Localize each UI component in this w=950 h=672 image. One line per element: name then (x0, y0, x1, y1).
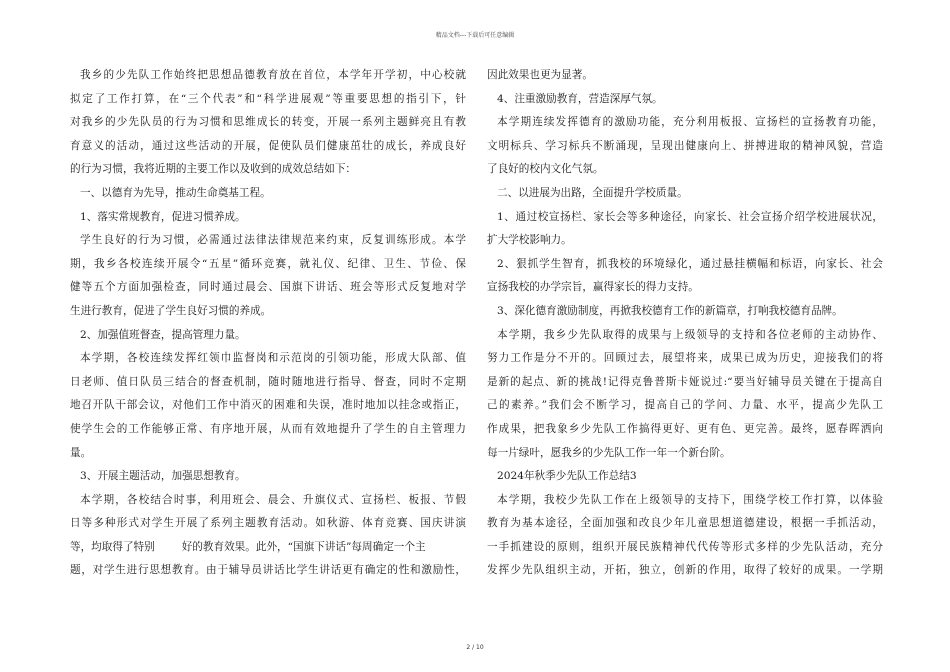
paragraph-line: 发挥少先队组织主动，开拓，独立，创新的作用，取得了较好的成果。一学期 (487, 564, 883, 577)
section-title: 2024年秋季少先队工作总结3 (497, 470, 637, 483)
paragraph-line: 的行为习惯，我将近期的主要工作以及收到的成效总结如下： (70, 163, 357, 176)
paragraph-line: 题，对学生进行思想教育。由于辅导员讲话比学生讲话更有确定的性和激励性， (70, 564, 466, 577)
paragraph-line: 努力工作是分不开的。回顾过去，展望将来，成果已成为历史，迎接我们的将 (487, 352, 883, 365)
paragraph-line: 生进行教育，促进了学生良好习惯的养成。 (70, 304, 272, 317)
paragraph-line: 文明标兵、学习标兵不断涌现，呈现出健康向上、拼搏进取的精神风貌，营造 (487, 139, 883, 152)
paragraph-line: 扩大学校影响力。 (487, 234, 572, 247)
paragraph-line: 是新的起点、新的挑战!记得克鲁普斯卡娅说过:“要当好辅导员关键在于提高自 (487, 375, 883, 388)
paragraph-line: 每一片绿叶，愿我乡的少先队工作一年一个新台阶。 (487, 446, 731, 459)
paragraph-line: 一手抓建设的原则，组织开展民族精神代代传等形式多样的少先队活动，充分 (487, 540, 883, 553)
paragraph-line: 对我乡的少先队员的行为习惯和思维成长的转变，开展一系列主题鲜亮且有教 (70, 116, 466, 129)
right-column (487, 64, 883, 583)
paragraph-line: 育意义的活动，通过这些活动的开展，促使队员们健康茁壮的成长，养成良好 (70, 139, 466, 152)
subsection-heading: 1、落实常规教育，促进习惯养成。 (80, 210, 246, 223)
paragraph-line: 教育为基本途径，全面加强和改良少年儿童思想道德建设，根据一手抓活动， (487, 517, 883, 530)
paragraph-line: 宣扬我校的办学宗旨，赢得家长的得力支持。 (487, 281, 699, 294)
paragraph-line: 1、通过校宣扬栏、家长会等多种途径，向家长、社会宣扬介绍学校进展状况， (497, 210, 883, 223)
paragraph-line: 地召开队干部会议，对他们工作中消灭的困难和失误，准时地加以挂念或指正， (70, 399, 466, 412)
paragraph-line: 了良好的校内文化气氛。 (487, 163, 604, 176)
paragraph-line: 日等多种形式对学生开展了系列主题教育活动。如秋游、体育竞赛、国庆讲演 (70, 517, 466, 530)
subsection-heading: 3、开展主题活动，加强思想教育。 (80, 470, 246, 483)
paragraph-line: 量。 (70, 446, 92, 459)
section-heading: 一、以德育为先导，推动生命奠基工程。 (80, 186, 271, 199)
paragraph-line: 本学期，我乡少先队取得的成果与上级领导的支持和各位老师的主动协作、 (497, 328, 883, 341)
paragraph-line: 日老师、值日队员三结合的督查机制，随时随地进行指导、督查，同时不定期 (70, 375, 466, 388)
paragraph-line: 等，均取得了特别 好的教育效果。此外，“国旗下讲话”每周确定一个主 (70, 540, 426, 553)
paragraph-line: 期，我乡各校连续开展令“五星”循环竞赛，就礼仪、纪律、卫生、节俭、保 (70, 257, 466, 270)
section-heading: 二、以进展为出路，全面提升学校质量。 (497, 186, 688, 199)
paragraph-line: 作成果，把我象乡少先队工作搞得更好、更有色、更完善。最终，愿春晖洒向 (487, 422, 883, 435)
paragraph-line: 本学期连续发挥德育的激励功能，充分利用板报、宣扬栏的宣扬教育功能， (497, 116, 883, 129)
paragraph-line: 因此效果也更为显著。 (487, 69, 593, 81)
page-header: 精品文档---下载后可任意编辑 (435, 32, 515, 39)
subsection-heading: 2、加强值班督查，提高管理力量。 (80, 328, 246, 341)
paragraph-line: 健等五个方面加强检查，同时通过晨会、国旗下讲话、班会等形式反复地对学 (70, 281, 466, 294)
left-column (70, 64, 466, 583)
paragraph-line: 学生良好的行为习惯，必需通过法律法律规范来约束，反复训练形成。本学 (80, 234, 466, 247)
paragraph-line: 本学期，我校少先队工作在上级领导的支持下，围绕学校工作打算，以体验 (497, 493, 883, 506)
paragraph-line: 使学生会的工作能够正常、有序地开展，从而有效地提升了学生的自主管理力 (70, 422, 466, 435)
paragraph-line: 本学期，各校结合时事，利用班会、晨会、升旗仪式、宣扬栏、板报、节假 (80, 493, 466, 506)
paragraph-line: 己的素养。”我们会不断学习，提高自己的学问、力量、水平，提高少先队工 (487, 399, 883, 412)
subsection-heading: 4、注重激励教育，营造深厚气氛。 (497, 92, 663, 105)
paragraph-line: 我乡的少先队工作始终把思想品德教育放在首位，本学年开学初，中心校就 (80, 69, 466, 81)
paragraph-line: 2、狠抓学生智育，抓我校的环境绿化，通过悬挂横幅和标语，向家长、社会 (497, 257, 883, 270)
page-number: 2 / 10 (466, 644, 484, 651)
paragraph-line: 3、深化德育激励制度，再掀我校德育工作的新篇章，打响我校德育品牌。 (497, 304, 843, 317)
paragraph-line: 本学期，各校连续发挥红领巾监督岗和示范岗的引领功能，形成大队部、值 (80, 352, 466, 365)
paragraph-line: 拟定了工作打算，在“三个代表”和“科学进展观”等重要思想的指引下，针 (70, 92, 466, 105)
